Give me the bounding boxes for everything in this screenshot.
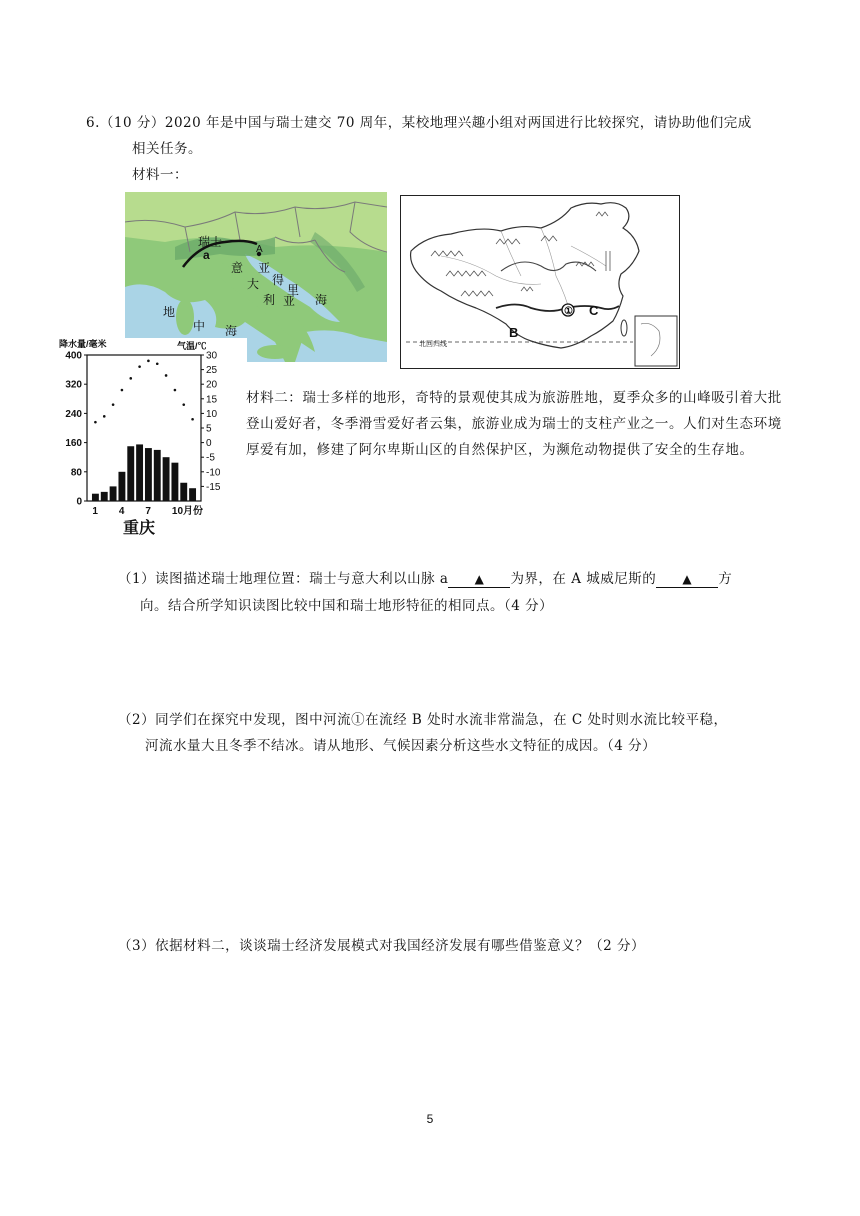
question-header-line2: 相关任务。 (132, 141, 202, 157)
precip-bar (136, 444, 143, 501)
q2-line2: 河流水量大且冬季不结冰。请从地形、气候因素分析这些水文特征的成因。（4 分） (145, 738, 657, 754)
china-map-svg (401, 196, 679, 368)
left-tick-label: 320 (65, 379, 82, 391)
temp-point (94, 421, 97, 424)
left-tick-label: 400 (65, 350, 82, 362)
chart-plot-frame (87, 355, 201, 501)
label-city-A: A (256, 244, 263, 255)
x-tick-label: 7 (145, 506, 151, 517)
climate-chart (57, 338, 247, 538)
right-tick-label: -5 (206, 452, 215, 464)
label-italy-7: 亚 (283, 294, 296, 308)
right-tick-label: 10 (206, 408, 218, 420)
label-italy-3: 利 (263, 293, 276, 307)
temp-point (174, 389, 177, 392)
precip-bar (92, 494, 99, 501)
china-map (400, 195, 680, 369)
temp-point (191, 418, 194, 421)
temp-point (156, 362, 159, 365)
q3-line1: （3）依据材料二，谈谈瑞士经济发展模式对我国经济发展有哪些借鉴意义？（2 分） (118, 938, 645, 954)
q1-part2: 为界，在 A 城威尼斯的 (510, 571, 657, 587)
precip-bar (180, 483, 187, 501)
left-tick-label: 160 (65, 438, 82, 450)
q1-answer-blank-2[interactable]: ▲ (656, 571, 718, 588)
precip-bar (110, 486, 117, 501)
q1-line2: 向。结合所学知识读图比较中国和瑞士地形特征的相同点。（4 分） (140, 598, 554, 614)
precip-bar (163, 457, 170, 501)
q1-line1 (118, 566, 732, 592)
q2-line1: （2）同学们在探究中发现，图中河流①在流经 B 处时水流非常湍急，在 C 处时则水流比较平稳， (118, 712, 728, 728)
label-switzerland: 瑞士 (198, 235, 223, 249)
label-italy-6: 里 (287, 283, 300, 297)
precip-bar (118, 472, 125, 501)
europe-map-svg (125, 192, 387, 362)
chart-ylabel-left: 降水量/毫米 (59, 339, 107, 349)
chart-ylabel-right: 气温/℃ (177, 341, 207, 351)
temp-point (182, 403, 185, 406)
temp-point (129, 377, 132, 380)
europe-map (125, 192, 387, 362)
label-italy-4: 亚 (258, 261, 271, 275)
label-med-3: 海 (225, 324, 238, 338)
label-river-1: ① (564, 306, 573, 317)
right-tick-label: -15 (206, 481, 221, 493)
label-italy-8: 海 (315, 293, 328, 307)
label-italy-1: 意 (231, 261, 244, 275)
precip-bar (154, 450, 161, 501)
temp-point (112, 403, 115, 406)
temp-point (138, 365, 141, 368)
label-italy-5: 得 (272, 273, 285, 287)
precip-bar (189, 488, 196, 501)
label-mountain-a: a (203, 248, 210, 262)
label-med-1: 地 (163, 305, 176, 319)
page-number: 5 (426, 1112, 434, 1126)
x-tick-label: 1 (92, 506, 98, 517)
temp-point (165, 374, 168, 377)
x-tick-label: 4 (118, 506, 125, 517)
q1-part1: （1）读图描述瑞士地理位置：瑞士与意大利以山脉 a (118, 571, 449, 587)
x-tick-label: 10月份 (171, 506, 204, 517)
right-tick-label: 25 (206, 365, 218, 377)
precip-bar (145, 448, 152, 501)
right-tick-label: 30 (206, 350, 218, 362)
left-tick-label: 80 (70, 467, 82, 479)
right-tick-label: 5 (206, 423, 212, 435)
label-point-B: B (509, 325, 519, 340)
left-tick-label: 0 (76, 496, 82, 508)
chart-title: 重庆 (123, 520, 156, 537)
label-tropic: 北回归线 (419, 341, 447, 348)
question-header-line1: 6.（10 分）2020 年是中国与瑞士建交 70 周年，某校地理兴趣小组对两国进行比较探究，请协助他们完成 (86, 115, 752, 131)
material1-label: 材料一： (132, 167, 188, 183)
right-tick-label: 15 (206, 394, 218, 406)
label-point-C: C (589, 303, 599, 318)
right-tick-label: -10 (206, 467, 221, 479)
label-med-2: 中 (193, 319, 206, 333)
climate-chart-svg (57, 338, 247, 538)
precip-bar (127, 446, 134, 501)
temp-point (103, 415, 106, 418)
material2-text: 材料二：瑞士多样的地形，奇特的景观使其成为旅游胜地，夏季众多的山峰吸引着大批登山爱好者，冬季滑雪爱好者云集，旅游业成为瑞士的支柱产业之一。人们对生态环境厚爱有加，修建了阿尔卑斯山区的自然保护区，为濒危动物提供了安全的生存地。 (246, 390, 782, 458)
precip-bar (171, 463, 178, 501)
label-italy-2: 大 (247, 277, 260, 291)
right-tick-label: 0 (206, 438, 212, 450)
temp-point (121, 389, 124, 392)
temp-point (147, 360, 150, 363)
precip-bar (101, 492, 108, 501)
q1-part3: 方 (718, 571, 733, 587)
right-tick-label: 20 (206, 379, 218, 391)
q1-answer-blank-1[interactable]: ▲ (448, 571, 510, 588)
left-tick-label: 240 (65, 408, 82, 420)
